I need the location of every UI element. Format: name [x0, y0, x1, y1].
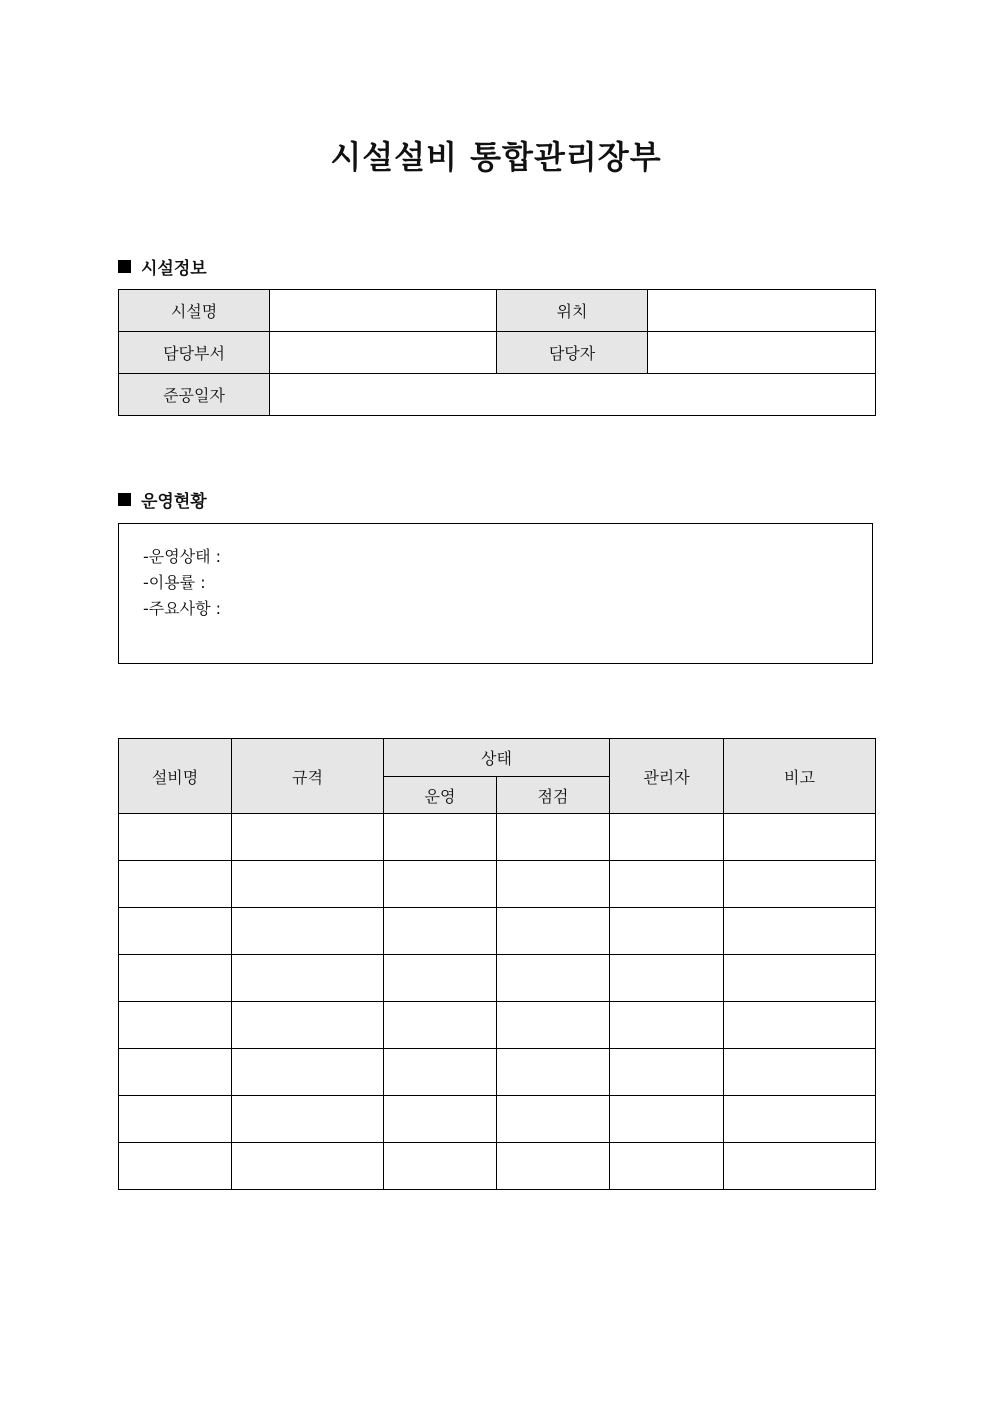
table-cell[interactable] — [119, 1049, 232, 1096]
table-cell[interactable] — [610, 908, 724, 955]
square-bullet-icon — [118, 493, 131, 506]
status-operation-header: 운영 — [384, 777, 497, 814]
table-cell[interactable] — [232, 1143, 384, 1190]
table-cell[interactable] — [384, 1002, 497, 1049]
table-cell[interactable] — [724, 908, 876, 955]
facility-info-table — [118, 289, 876, 416]
completion-date-field[interactable] — [270, 374, 876, 416]
table-row — [119, 908, 876, 955]
manager-label: 담당자 — [497, 332, 648, 374]
table-cell[interactable] — [384, 955, 497, 1002]
document-title: 시설설비 통합관리장부 — [330, 138, 662, 176]
completion-date-label: 준공일자 — [119, 374, 270, 416]
table-cell[interactable] — [384, 814, 497, 861]
table-cell[interactable] — [724, 1002, 876, 1049]
table-cell[interactable] — [232, 1002, 384, 1049]
table-cell[interactable] — [497, 1049, 610, 1096]
table-cell[interactable] — [497, 955, 610, 1002]
operation-status-heading-label: 운영현황 — [141, 492, 207, 512]
spec-header: 규격 — [232, 739, 384, 814]
table-row — [119, 861, 876, 908]
square-bullet-icon — [118, 260, 131, 273]
key-notes-line: -주요사항 : — [143, 599, 222, 618]
table-cell[interactable] — [610, 1002, 724, 1049]
table-row — [119, 1049, 876, 1096]
operation-status-box[interactable] — [118, 523, 873, 664]
location-field[interactable] — [648, 290, 876, 332]
table-cell[interactable] — [497, 1143, 610, 1190]
table-cell[interactable] — [232, 861, 384, 908]
table-cell[interactable] — [724, 1049, 876, 1096]
table-cell[interactable] — [232, 1096, 384, 1143]
operation-status-heading — [118, 487, 207, 512]
table-cell[interactable] — [384, 1096, 497, 1143]
table-cell[interactable] — [119, 1096, 232, 1143]
table-cell[interactable] — [119, 955, 232, 1002]
table-cell[interactable] — [232, 814, 384, 861]
table-cell[interactable] — [724, 1143, 876, 1190]
table-cell[interactable] — [724, 861, 876, 908]
table-cell[interactable] — [610, 861, 724, 908]
manager-field[interactable] — [648, 332, 876, 374]
table-cell[interactable] — [610, 1096, 724, 1143]
table-cell[interactable] — [724, 955, 876, 1002]
department-field[interactable] — [270, 332, 497, 374]
facility-info-heading-label: 시설정보 — [141, 259, 207, 279]
table-cell[interactable] — [497, 908, 610, 955]
facility-name-field[interactable] — [270, 290, 497, 332]
table-cell[interactable] — [610, 814, 724, 861]
table-cell[interactable] — [232, 1049, 384, 1096]
equipment-table — [118, 738, 876, 1190]
table-cell[interactable] — [384, 1049, 497, 1096]
location-label: 위치 — [497, 290, 648, 332]
table-cell[interactable] — [610, 1049, 724, 1096]
table-row — [119, 1096, 876, 1143]
facility-name-label: 시설명 — [119, 290, 270, 332]
table-cell[interactable] — [610, 1143, 724, 1190]
table-cell[interactable] — [119, 1002, 232, 1049]
remarks-header: 비고 — [724, 739, 876, 814]
manager-header: 관리자 — [610, 739, 724, 814]
table-row — [119, 814, 876, 861]
equipment-name-header: 설비명 — [119, 739, 232, 814]
table-row — [119, 1143, 876, 1190]
table-cell[interactable] — [119, 814, 232, 861]
table-cell[interactable] — [497, 1002, 610, 1049]
table-cell[interactable] — [497, 861, 610, 908]
table-row — [119, 1002, 876, 1049]
table-cell[interactable] — [119, 861, 232, 908]
department-label: 담당부서 — [119, 332, 270, 374]
table-row — [119, 955, 876, 1002]
facility-info-heading — [118, 254, 207, 279]
status-header: 상태 — [384, 739, 610, 777]
table-cell[interactable] — [232, 955, 384, 1002]
table-cell[interactable] — [384, 861, 497, 908]
table-cell[interactable] — [724, 1096, 876, 1143]
table-cell[interactable] — [497, 814, 610, 861]
table-cell[interactable] — [384, 908, 497, 955]
table-cell[interactable] — [724, 814, 876, 861]
equipment-table-body — [119, 814, 876, 1190]
table-cell[interactable] — [497, 1096, 610, 1143]
utilization-line: -이용률 : — [143, 573, 206, 592]
table-cell[interactable] — [610, 955, 724, 1002]
table-cell[interactable] — [384, 1143, 497, 1190]
table-cell[interactable] — [232, 908, 384, 955]
table-cell[interactable] — [119, 1143, 232, 1190]
table-cell[interactable] — [119, 908, 232, 955]
status-inspection-header: 점검 — [497, 777, 610, 814]
operation-state-line: -운영상태 : — [143, 547, 222, 566]
